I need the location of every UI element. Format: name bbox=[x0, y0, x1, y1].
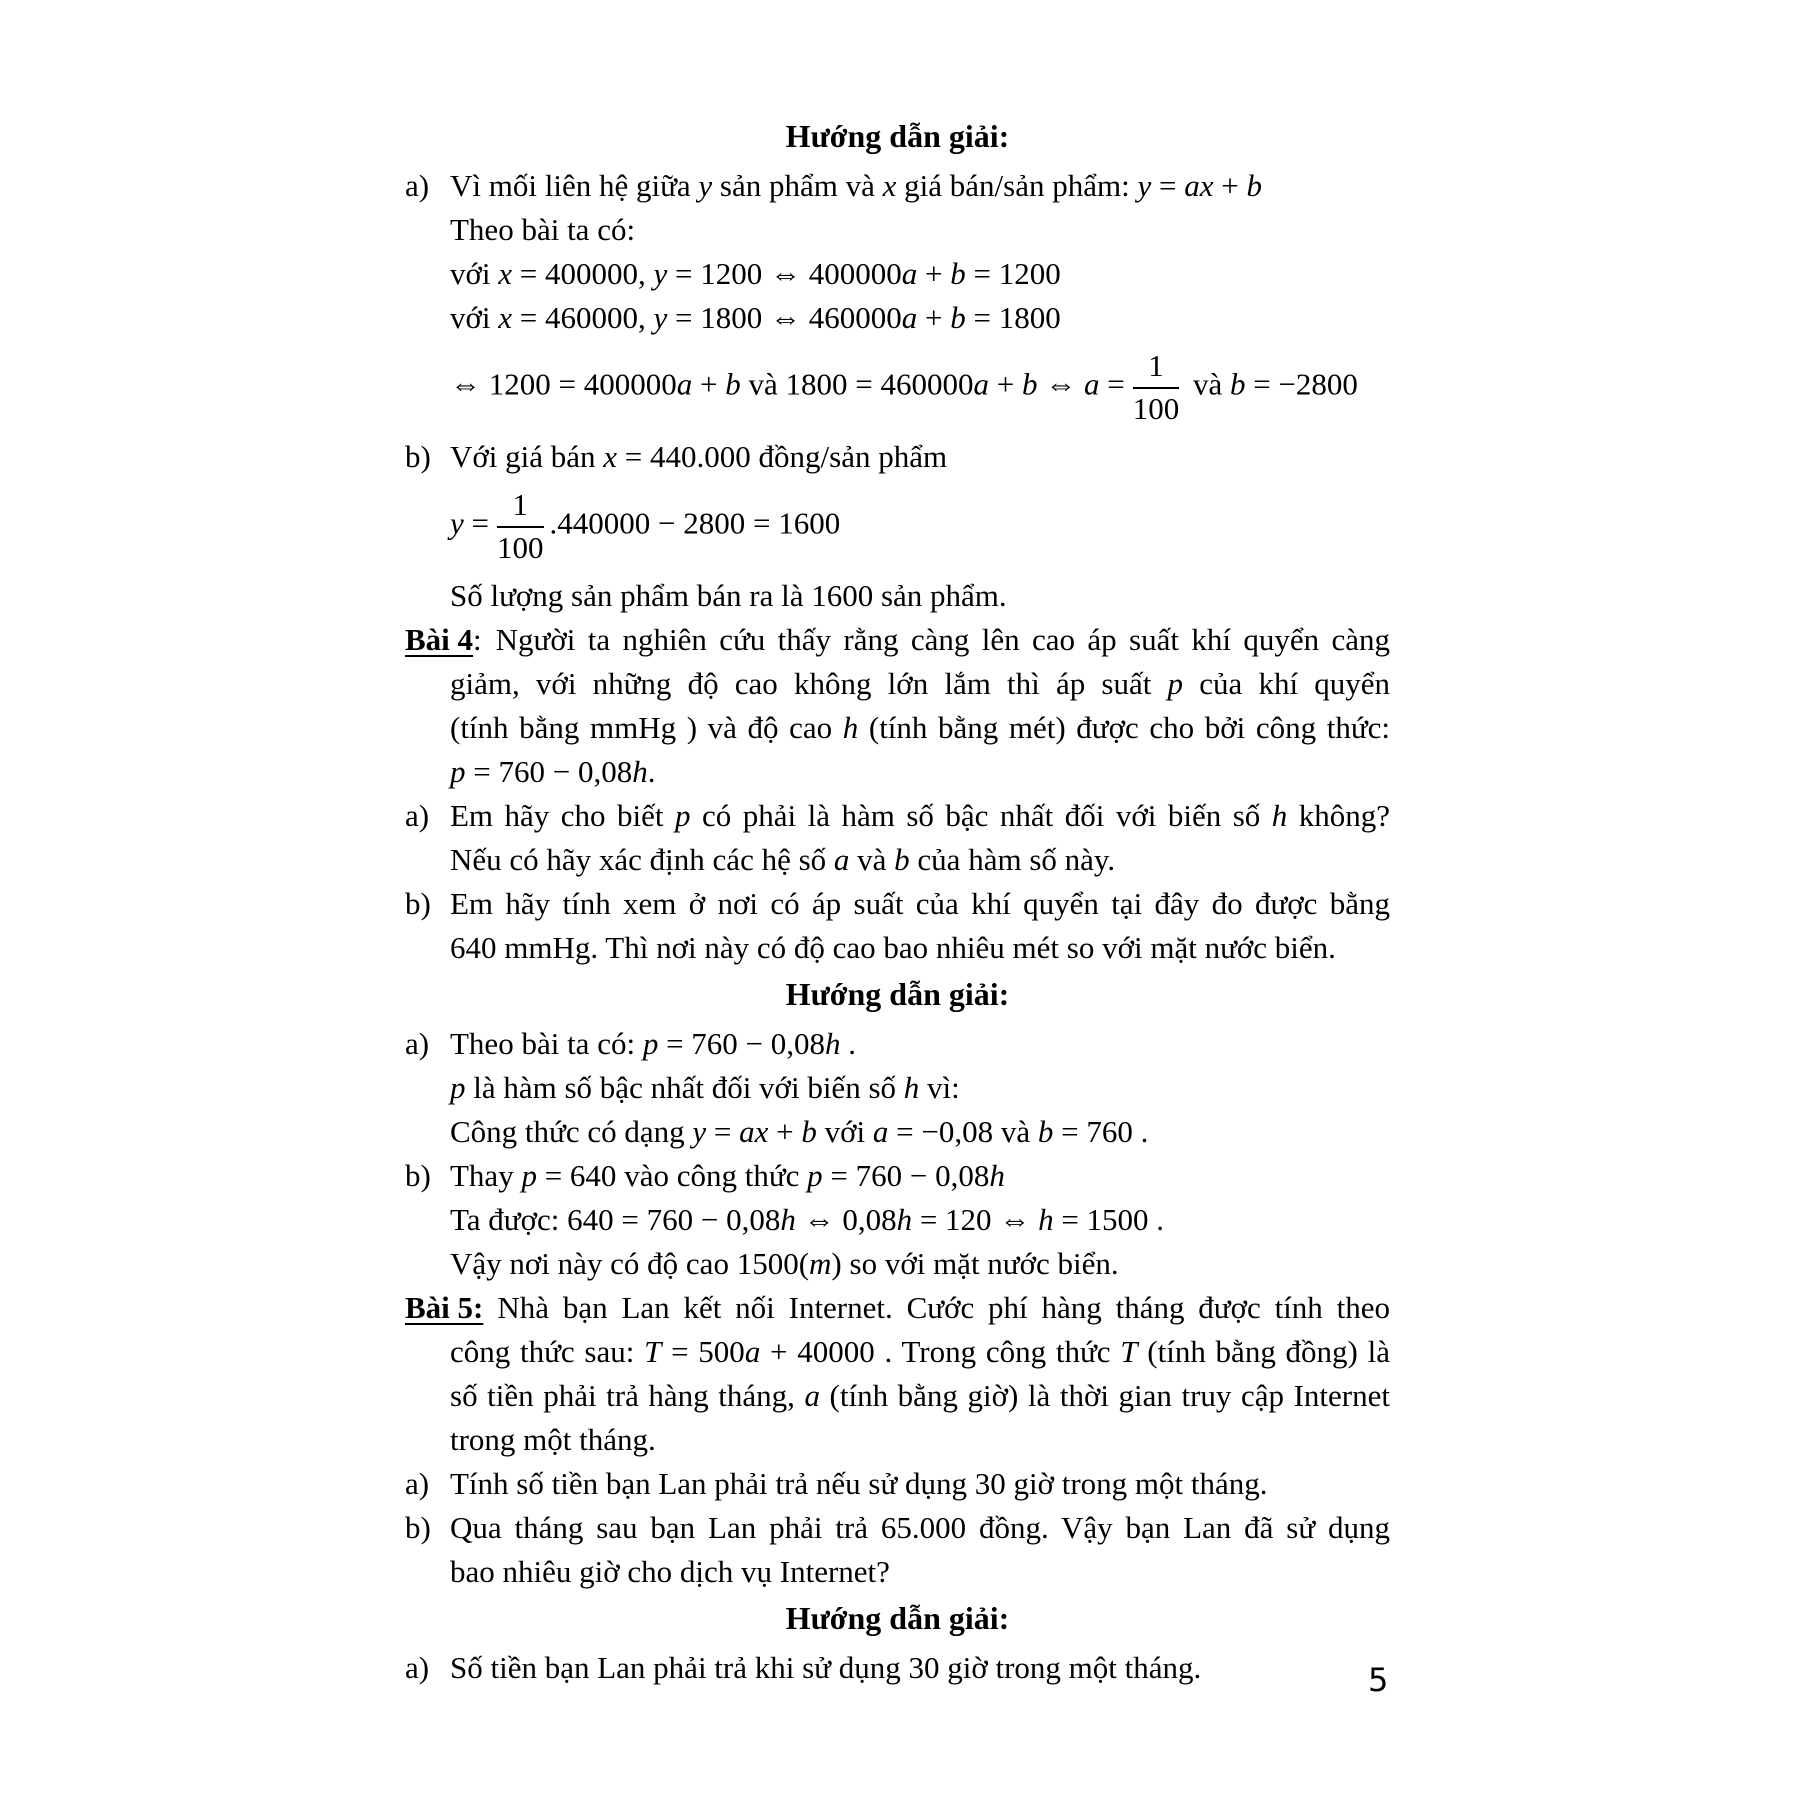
text-line bbox=[405, 838, 1390, 882]
text-segment: Nếu có hãy xác định các hệ số bbox=[450, 842, 834, 878]
math-expression: h bbox=[903, 1070, 920, 1106]
formula-line bbox=[405, 750, 1390, 794]
text-segment: . Trong công thức bbox=[874, 1334, 1121, 1370]
text-line bbox=[405, 1646, 1390, 1690]
text-segment: đồng. Vậy bạn Lan đã sử dụng bbox=[966, 1510, 1390, 1546]
math-expression: p = 760 − 0,08h. bbox=[450, 754, 656, 790]
math-expression: 1500(m) bbox=[736, 1246, 842, 1282]
math-expression: 640 = 760 − 0,08h ⇔ 0,08h = 120 ⇔ h = 1500 bbox=[567, 1202, 1149, 1238]
text-segment: giảm, với những độ cao không lớn lắm thì áp suất bbox=[450, 666, 1168, 702]
math-expression: p = 760 − 0,08h bbox=[642, 1026, 841, 1062]
text-segment: vào công thức bbox=[616, 1158, 808, 1194]
exercise-5-title-line bbox=[405, 1286, 1390, 1330]
text-segment: và bbox=[1185, 366, 1230, 402]
formula-line bbox=[405, 350, 1390, 425]
text-segment: bao nhiêu giờ cho dịch vụ Internet? bbox=[450, 1554, 890, 1590]
text-segment: Theo bài ta có: bbox=[450, 212, 636, 247]
text-line bbox=[405, 1550, 1390, 1594]
text-segment: Thay bbox=[450, 1158, 522, 1194]
text-segment: Em hãy cho biết bbox=[450, 798, 676, 834]
text-line bbox=[405, 164, 1390, 208]
section-heading: Hướng dẫn giải: bbox=[785, 976, 1010, 1013]
section-heading: Hướng dẫn giải: bbox=[785, 118, 1010, 154]
math-expression: p bbox=[1167, 666, 1184, 702]
text-segment: Em hãy tính xem ở nơi có áp suất của khí quyển tại đây đo được bằng bbox=[450, 886, 1390, 922]
text-line bbox=[405, 1154, 1390, 1198]
text-segment: đồng/sản phẩm bbox=[750, 439, 948, 475]
text-segment: với bbox=[816, 1114, 873, 1150]
text-line bbox=[405, 1462, 1390, 1506]
fraction-denominator: 100 bbox=[1132, 390, 1180, 426]
math-expression: p = 640 bbox=[521, 1158, 617, 1194]
math-expression: ⇔ 1200 = 400000a + b bbox=[450, 366, 741, 402]
math-expression: a bbox=[804, 1378, 820, 1414]
text-line bbox=[405, 1110, 1390, 1154]
text-segment: Người ta nghiên cứu thấy rằng càng lên cao áp suất khí quyển càng bbox=[495, 622, 1390, 658]
formula-line bbox=[405, 296, 1390, 340]
list-marker: a) bbox=[405, 1466, 430, 1502]
text-line bbox=[405, 794, 1390, 838]
text-segment: trong một tháng. bbox=[450, 1422, 656, 1458]
formula-line bbox=[405, 252, 1390, 296]
text-segment: (tính bằng giờ) là thời gian truy cập Internet bbox=[819, 1378, 1390, 1414]
text-line bbox=[405, 1066, 1390, 1110]
list-marker: a) bbox=[405, 798, 430, 834]
text-line bbox=[405, 882, 1390, 926]
math-expression: 1800 = 460000a + b ⇔ a = bbox=[785, 366, 1125, 402]
exercise-4-title-line bbox=[405, 618, 1390, 662]
text-segment: Số lượng sản phẩm bán ra là 1600 sản phẩm. bbox=[450, 578, 1007, 614]
math-expression: x bbox=[882, 168, 897, 203]
math-expression: .440000 − 2800 = 1600 bbox=[549, 505, 841, 541]
exercise-label-text: Bài 4 bbox=[405, 622, 474, 658]
exercise-label-colon: : bbox=[473, 622, 482, 658]
text-segment: sản phẩm và bbox=[712, 168, 883, 203]
fraction-denominator: 100 bbox=[497, 529, 544, 565]
page-number: 5 bbox=[1368, 1661, 1389, 1699]
text-line bbox=[405, 662, 1390, 706]
text-segment: (tính bằng mmHg ) và độ cao bbox=[450, 710, 843, 746]
text-segment: số tiền phải trả hàng tháng, bbox=[450, 1378, 805, 1414]
text-segment: và bbox=[849, 842, 895, 878]
list-marker: a) bbox=[405, 1026, 430, 1062]
text-segment: Vì mối liên hệ giữa bbox=[450, 168, 699, 203]
math-expression: 65.000 bbox=[880, 1510, 967, 1546]
text-line bbox=[405, 208, 1390, 252]
text-segment: Qua tháng sau bạn Lan phải trả bbox=[450, 1510, 881, 1546]
text-segment: với bbox=[450, 256, 499, 291]
text-line bbox=[405, 1330, 1390, 1374]
text-line bbox=[405, 1418, 1390, 1462]
text-segment: có phải là hàm số bậc nhất đối với biến số bbox=[690, 798, 1272, 834]
math-expression: T = 500a + 40000 bbox=[644, 1334, 875, 1370]
text-segment: Ta được: bbox=[450, 1202, 568, 1238]
math-expression: b = −2800 bbox=[1229, 366, 1358, 402]
math-expression: y = ax + b bbox=[1137, 168, 1262, 203]
page-content bbox=[405, 112, 1390, 1690]
text-line bbox=[405, 1374, 1390, 1418]
text-segment: không? bbox=[1287, 798, 1390, 834]
text-line bbox=[405, 574, 1390, 618]
list-marker: b) bbox=[405, 1158, 431, 1194]
math-expression: b = 760 bbox=[1037, 1114, 1133, 1150]
text-segment: của hàm số này. bbox=[909, 842, 1116, 878]
exercise-label bbox=[405, 618, 482, 662]
text-segment: và bbox=[740, 366, 786, 402]
text-line bbox=[405, 1506, 1390, 1550]
text-segment: giá bán/sản phẩm: bbox=[896, 168, 1138, 203]
fraction bbox=[1133, 350, 1180, 425]
text-segment: của khí quyển bbox=[1183, 666, 1390, 702]
math-expression: y bbox=[698, 168, 713, 203]
fraction bbox=[497, 489, 544, 564]
math-expression: a bbox=[833, 842, 850, 878]
math-expression: x = 440.000 bbox=[603, 439, 751, 475]
text-line bbox=[405, 926, 1390, 970]
math-expression: a = −0,08 bbox=[872, 1114, 994, 1150]
math-expression: p = 760 − 0,08h bbox=[807, 1158, 1005, 1194]
text-segment: vì: bbox=[919, 1070, 960, 1106]
math-expression: y = bbox=[450, 505, 489, 541]
text-segment: Vậy nơi này có độ cao bbox=[450, 1246, 737, 1282]
formula-line bbox=[405, 489, 1390, 564]
formula-line bbox=[405, 1198, 1390, 1242]
text-segment: Nhà bạn Lan kết nối Internet. Cước phí hàng tháng được tính theo bbox=[497, 1290, 1390, 1326]
math-expression: p bbox=[675, 798, 691, 834]
fraction-numerator: 1 bbox=[1133, 350, 1180, 389]
text-line bbox=[405, 706, 1390, 750]
text-segment: . bbox=[1132, 1114, 1149, 1150]
math-expression: h bbox=[1271, 798, 1288, 834]
text-segment: Với giá bán bbox=[450, 439, 604, 475]
fraction-numerator: 1 bbox=[497, 489, 544, 528]
text-segment: và bbox=[993, 1114, 1038, 1150]
math-expression: b bbox=[894, 842, 910, 878]
list-marker: b) bbox=[405, 886, 431, 922]
text-segment: với bbox=[450, 300, 499, 335]
text-segment: là hàm số bậc nhất đối với biến số bbox=[465, 1070, 904, 1106]
text-line bbox=[405, 1242, 1390, 1286]
exercise-label bbox=[405, 1286, 483, 1330]
text-line bbox=[405, 435, 1390, 479]
math-expression: y = ax + b bbox=[692, 1114, 817, 1150]
text-segment: công thức sau: bbox=[450, 1334, 645, 1370]
math-expression: x = 460000, y = 1800 ⇔ 460000a + b = 1800 bbox=[498, 300, 1061, 335]
text-segment: so với mặt nước biển. bbox=[841, 1246, 1119, 1282]
text-segment: (tính bằng mét) được cho bởi công thức: bbox=[858, 710, 1390, 746]
list-marker: a) bbox=[405, 1650, 430, 1686]
math-expression: x = 400000, y = 1200 ⇔ 400000a + b = 1200 bbox=[498, 256, 1061, 291]
list-marker: b) bbox=[405, 439, 431, 475]
math-expression: p bbox=[450, 1070, 466, 1106]
text-segment: (tính bằng đồng) là bbox=[1137, 1334, 1390, 1370]
list-marker: b) bbox=[405, 1510, 431, 1546]
list-marker: a) bbox=[405, 168, 430, 203]
math-expression: T bbox=[1120, 1334, 1138, 1370]
text-segment: 640 mmHg. Thì nơi này có độ cao bao nhiêu mét so với mặt nước biển. bbox=[450, 930, 1336, 966]
section-heading: Hướng dẫn giải: bbox=[785, 1600, 1010, 1637]
text-segment: Số tiền bạn Lan phải trả khi sử dụng 30 giờ trong một tháng. bbox=[450, 1650, 1202, 1686]
text-segment: Công thức có dạng bbox=[450, 1114, 693, 1150]
text-line bbox=[405, 1022, 1390, 1066]
text-segment: Theo bài ta có: bbox=[450, 1026, 643, 1062]
text-segment: . bbox=[840, 1026, 857, 1062]
exercise-label-text: Bài 5: bbox=[405, 1290, 484, 1326]
text-segment: Tính số tiền bạn Lan phải trả nếu sử dụng 30 giờ trong một tháng. bbox=[450, 1466, 1268, 1502]
text-segment: . bbox=[1148, 1202, 1165, 1238]
math-expression: h bbox=[842, 710, 859, 746]
